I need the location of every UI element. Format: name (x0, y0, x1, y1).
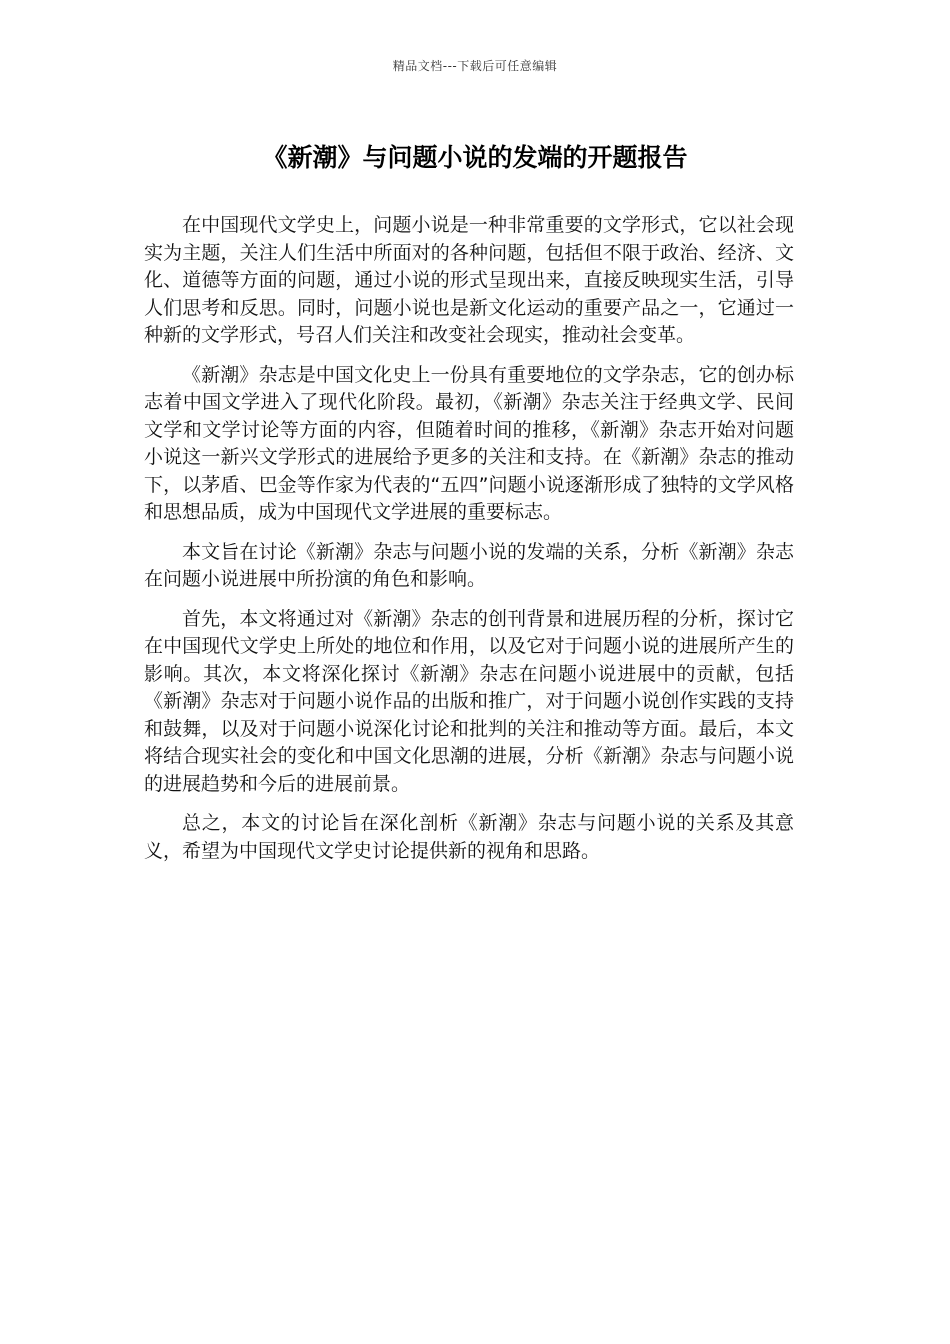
paragraph-method: 首先，本文将通过对《新潮》杂志的创刊背景和进展历程的分析，探讨它在中国现代文学史上所处的地位和作用，以及它对于问题小说的进展所产生的影响。其次，本文将深化探讨《新潮》杂志在问题小说进展中的贡献，包括《新潮》杂志对于问题小说作品的出版和推广，对于问题小说创作实践的支持和鼓舞，以及对于问题小说深化讨论和批判的关注和推动等方面。最后，本文将结合现实社会的变化和中国文化思潮的进展，分析《新潮》杂志与问题小说的进展趋势和今后的进展前景。 (144, 607, 794, 795)
page-header-watermark: 精品文档---下载后可任意编辑 (392, 59, 558, 73)
document-title: 《新潮》与问题小说的发端的开题报告 (262, 143, 688, 172)
paragraph-xinchao-background: 《新潮》杂志是中国文化史上一份具有重要地位的文学杂志，它的创办标志着中国文学进入了现代化阶段。最初，《新潮》杂志关注于经典文学、民间文学和文学讨论等方面的内容，但随着时间的推移，《新潮》杂志开始对问题小说这一新兴文学形式的进展给予更多的关注和支持。在《新潮》杂志的推动下，以茅盾、巴金等作家为代表的“五四”问题小说逐渐形成了独特的文学风格和思想品质，成为中国现代文学进展的重要标志。 (144, 363, 794, 523)
paragraph-intro: 在中国现代文学史上，问题小说是一种非常重要的文学形式，它以社会现实为主题，关注人们生活中所面对的各种问题，包括但不限于政治、经济、文化、道德等方面的问题，通过小说的形式呈现出来，直接反映现实生活，引导人们思考和反思。同时，问题小说也是新文化运动的重要产品之一，它通过一种新的文学形式，号召人们关注和改变社会现实，推动社会变革。 (144, 214, 794, 346)
document-body (144, 212, 794, 877)
paragraph-purpose: 本文旨在讨论《新潮》杂志与问题小说的发端的关系，分析《新潮》杂志在问题小说进展中所扮演的角色和影响。 (144, 540, 794, 590)
paragraph-conclusion: 总之，本文的讨论旨在深化剖析《新潮》杂志与问题小说的关系及其意义，希望为中国现代文学史讨论提供新的视角和思路。 (144, 812, 794, 862)
